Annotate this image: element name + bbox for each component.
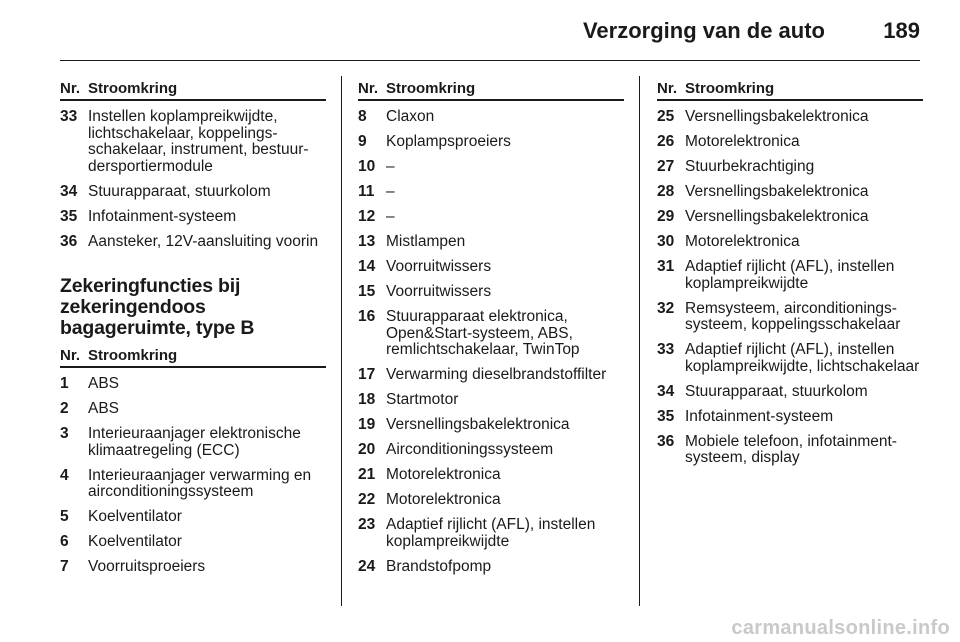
table-body (60, 376, 326, 576)
fuse-circuit: Voorruitsproeiers (88, 558, 206, 575)
fuse-circuit: Motorelektronica (685, 233, 800, 250)
table-row (358, 367, 624, 384)
table-row (657, 434, 923, 467)
column-divider (341, 76, 342, 606)
table-row (60, 426, 326, 459)
table-row (657, 409, 923, 426)
column-2 (358, 80, 624, 584)
table-row (60, 209, 326, 226)
table-row (358, 159, 624, 176)
fuse-number: 33 (60, 108, 78, 125)
fuse-number: 35 (657, 407, 675, 425)
fuse-number: 2 (60, 400, 69, 417)
column-1 (60, 80, 326, 584)
fuse-number: 5 (60, 508, 69, 525)
fuse-circuit: Motorelektronica (685, 133, 800, 150)
fuse-circuit: Koelventilator (88, 533, 182, 550)
header-nr: Nr. (358, 80, 379, 97)
table-row (657, 234, 923, 251)
header-nr: Nr. (60, 347, 81, 364)
table-row (60, 109, 326, 175)
fuse-number: 25 (657, 108, 675, 125)
fuse-circuit: – (386, 208, 395, 225)
fuse-number: 15 (358, 283, 376, 300)
fuse-number: 27 (657, 158, 675, 175)
fuse-circuit: Infotainment-systeem (88, 207, 237, 225)
fuse-circuit: Claxon (386, 108, 435, 125)
table-header (358, 80, 624, 101)
table-row (657, 384, 923, 401)
fuse-circuit: ABS (88, 375, 120, 392)
fuse-number: 1 (60, 375, 69, 392)
header-nr: Nr. (657, 80, 678, 97)
fuse-circuit: Motorelektronica (386, 491, 501, 508)
fuse-circuit: Stuurbekrachtiging (685, 158, 815, 175)
table-header (60, 80, 326, 101)
fuse-number: 24 (358, 557, 376, 575)
column-divider (639, 76, 640, 606)
fuse-number: 23 (358, 516, 376, 533)
table-row (60, 509, 326, 526)
table-row (60, 184, 326, 201)
fuse-number: 31 (657, 258, 675, 275)
table-row (358, 559, 624, 576)
column-3 (657, 80, 923, 475)
table-row (358, 442, 624, 459)
fuse-circuit: Versnellingsbakelektronica (386, 416, 570, 433)
table-body (60, 109, 326, 250)
fuse-circuit: Mobiele telefoon, infotainment-systeem, display (685, 432, 897, 466)
fuse-circuit: Koelventilator (88, 508, 182, 525)
fuse-number: 13 (358, 233, 376, 250)
fuse-circuit: Instellen koplampreikwijdte, lichtschakelaar, koppelingsschakelaar, instrument, bestuurdersportiermodule (88, 108, 309, 175)
fuse-number: 20 (358, 441, 376, 458)
fuse-number: 29 (657, 208, 675, 225)
table-row (358, 234, 624, 251)
fuse-number: 32 (657, 299, 675, 317)
table-row (358, 184, 624, 201)
table-row (358, 392, 624, 409)
fuse-number: 14 (358, 258, 376, 275)
fuse-circuit: Mistlampen (386, 233, 466, 250)
table-body (657, 109, 923, 467)
fuse-number: 3 (60, 425, 69, 442)
fuse-circuit: Voorruitwissers (386, 258, 492, 275)
fuse-table-type-b (60, 347, 326, 576)
table-row (60, 468, 326, 501)
fuse-number: 7 (60, 558, 69, 575)
fuse-circuit: Adaptief rijlicht (AFL), instellen koplampreikwijdte (386, 516, 596, 550)
fuse-number: 6 (60, 533, 69, 550)
fuse-number: 9 (358, 133, 367, 150)
table-row (60, 376, 326, 393)
fuse-circuit: Adaptief rijlicht (AFL), instellen koplampreikwijdte, lichtschakelaar (685, 341, 920, 375)
fuse-circuit: Versnellingsbakelektronica (685, 208, 869, 225)
page-title: Verzorging van de auto (582, 18, 825, 43)
fuse-circuit: ABS (88, 400, 120, 417)
fuse-number: 11 (358, 183, 375, 200)
section-heading: Zekeringfuncties bij zekeringendoos bagageruimte, type B (60, 275, 255, 339)
page-header (60, 12, 920, 61)
fuse-number: 8 (358, 108, 367, 125)
fuse-circuit: Verwarming dieselbrandstoffilter (386, 366, 607, 383)
table-row (657, 259, 923, 292)
table-row (657, 301, 923, 334)
table-body (358, 109, 624, 575)
watermark: carmanualsonline.info (731, 617, 950, 639)
fuse-circuit: Interieuraanjager verwarming en airconditioningssysteem (88, 466, 312, 500)
table-row (60, 534, 326, 551)
fuse-number: 36 (60, 232, 78, 250)
fuse-number: 21 (358, 466, 376, 483)
fuse-number: 33 (657, 341, 675, 358)
fuse-circuit: Brandstofpomp (386, 557, 492, 575)
table-row (358, 134, 624, 151)
table-row (358, 492, 624, 509)
table-row (358, 284, 624, 301)
table-row (358, 259, 624, 276)
table-row (358, 109, 624, 126)
fuse-number: 19 (358, 416, 376, 433)
fuse-number: 28 (657, 183, 675, 200)
fuse-number: 16 (358, 308, 376, 325)
fuse-number: 34 (60, 182, 78, 200)
fuse-circuit: Aansteker, 12V-aansluiting voorin (88, 232, 319, 250)
fuse-circuit: Motorelektronica (386, 466, 501, 483)
table-row (358, 517, 624, 550)
header-circuit: Stroomkring (685, 80, 775, 97)
table-row (657, 109, 923, 126)
fuse-number: 17 (358, 366, 376, 383)
fuse-number: 22 (358, 491, 376, 508)
table-row (358, 417, 624, 434)
table-header (60, 347, 326, 368)
header-circuit: Stroomkring (88, 347, 178, 364)
table-row (358, 309, 624, 359)
table-row (657, 159, 923, 176)
fuse-circuit: Stuurapparaat, stuurkolom (685, 382, 868, 400)
table-row (657, 342, 923, 375)
fuse-number: 36 (657, 432, 675, 450)
table-row (358, 467, 624, 484)
table-row (358, 209, 624, 226)
fuse-number: 12 (358, 208, 376, 225)
header-circuit: Stroomkring (88, 80, 178, 97)
fuse-circuit: Airconditioningssysteem (386, 441, 554, 458)
fuse-number: 10 (358, 158, 376, 175)
fuse-number: 30 (657, 233, 675, 250)
fuse-circuit: Stuurapparaat, stuurkolom (88, 182, 271, 200)
table-header (657, 80, 923, 101)
fuse-circuit: – (386, 158, 395, 175)
fuse-circuit: Versnellingsbakelektronica (685, 183, 869, 200)
fuse-circuit: Stuurapparaat elektronica, Open&Start-systeem, ABS, remlichtschakelaar, TwinTop (386, 308, 580, 358)
table-row (60, 559, 326, 576)
fuse-circuit: Adaptief rijlicht (AFL), instellen koplampreikwijdte (685, 258, 895, 292)
fuse-circuit: Startmotor (386, 391, 459, 408)
fuse-number: 4 (60, 466, 69, 484)
fuse-circuit: Voorruitwissers (386, 283, 492, 300)
fuse-number: 34 (657, 382, 675, 400)
fuse-circuit: Infotainment-systeem (685, 407, 834, 425)
table-row (657, 184, 923, 201)
page-number: 189 (883, 18, 920, 43)
fuse-table-continued (60, 80, 326, 250)
fuse-circuit: Remsysteem, airconditioningssysteem, koppelingsschakelaar (685, 299, 901, 333)
header-nr: Nr. (60, 80, 81, 97)
table-row (60, 234, 326, 251)
fuse-number: 35 (60, 207, 78, 225)
fuse-circuit: Interieuraanjager elektronische klimaatregeling (ECC) (88, 425, 301, 459)
fuse-circuit: Versnellingsbakelektronica (685, 108, 869, 125)
table-row (657, 209, 923, 226)
table-row (657, 134, 923, 151)
fuse-number: 26 (657, 133, 675, 150)
table-row (60, 401, 326, 418)
header-circuit: Stroomkring (386, 80, 476, 97)
fuse-circuit: Koplampsproeiers (386, 133, 511, 150)
fuse-circuit: – (386, 183, 395, 200)
fuse-number: 18 (358, 391, 376, 408)
